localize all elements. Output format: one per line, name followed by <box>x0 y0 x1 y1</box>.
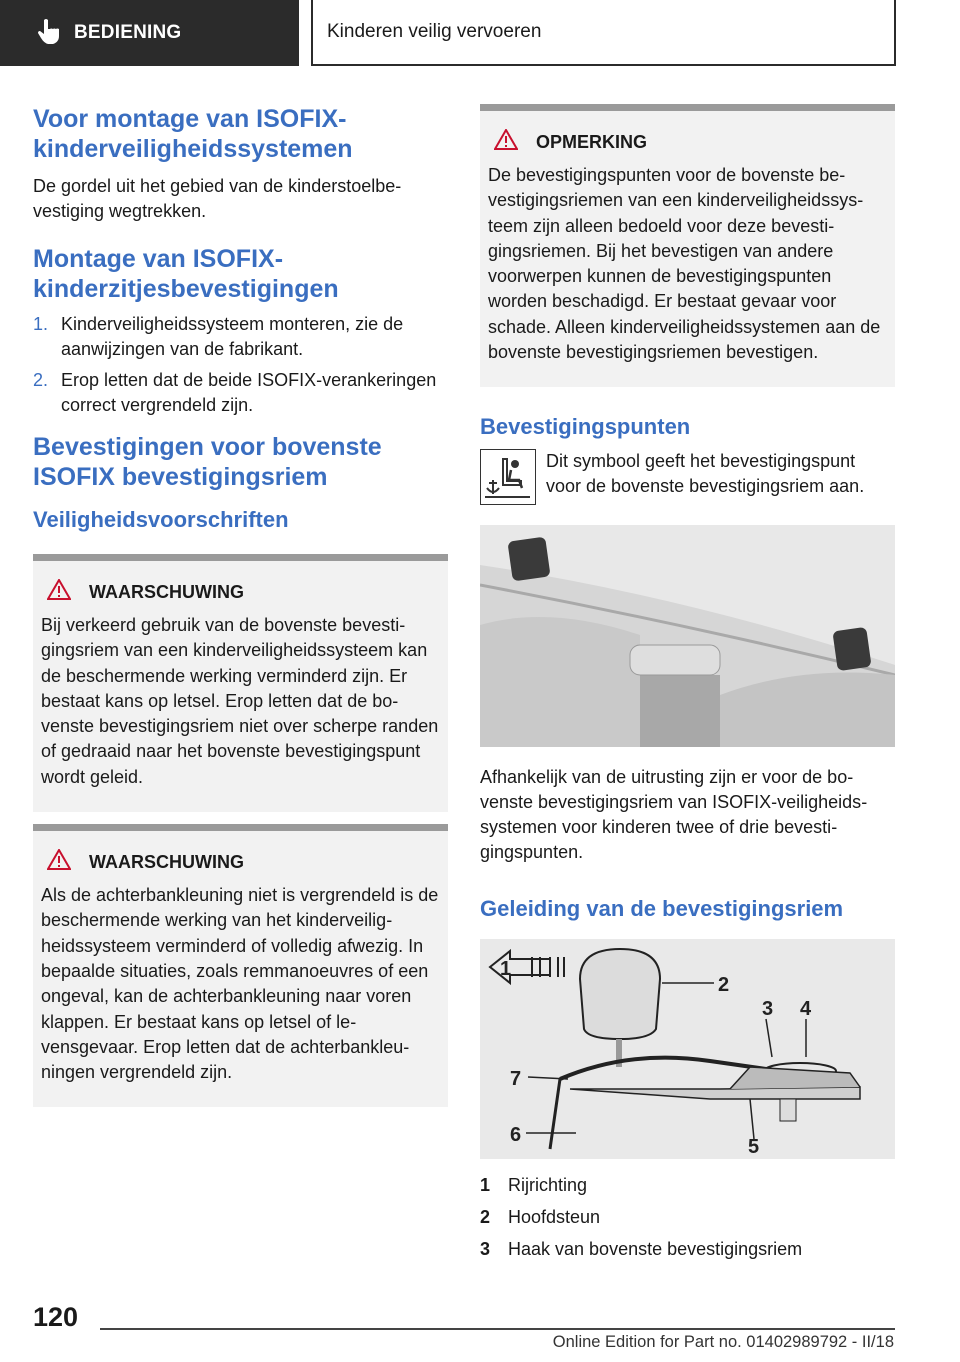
diagram-label: 7 <box>510 1068 522 1091</box>
heading-isofix-prep: Voor montage van ISOFIX-kinderveiligheidssystemen <box>33 105 353 163</box>
diagram-label: 6 <box>510 1124 522 1147</box>
warning-text: Bij verkeerd gebruik van de bovenste bevestigingsriem van een kinderveiligheidssysteem kan de beschermende werking verminderd zijn. Er bestaat kans op letsel. Erop letten dat de bovenste bevestigingsriem niet over scherpe randen of gedraaid naar het bovenste bevestigingspunt wordt geleid. <box>41 615 439 787</box>
diagram-legend <box>480 1169 895 1265</box>
caution-icon <box>494 129 518 155</box>
note-text: De bevestigingspunten voor de bovenste bevestigingsriemen van een kinderveiligheidssysteem zijn alleen bedoeld voor deze bevestigingsriemen. Bij het bevestigen van andere voorwerpen kunnen de bevestigingspunten worden beschadigd. Er bestaat gevaar voor schade. Alleen kinderveiligheidssystemen aan de bovenste bevestigingsriemen bevestigen. <box>488 165 881 363</box>
page-number: 120 <box>33 1302 79 1332</box>
legend-item: 1 Rijrichting <box>480 1175 588 1196</box>
child-seat-anchor-icon <box>480 449 536 505</box>
diagram-label: 4 <box>800 998 812 1021</box>
paragraph-anchor-count: Afhankelijk van de uitrusting zijn er voor de bovenste bevestigingsriem van ISOFIX-veiligheidssystemen voor kinderen twee of drie bevestigingspunten. <box>480 767 868 863</box>
diagram-label: 3 <box>762 998 774 1021</box>
warning-title: WAARSCHUWING <box>89 851 244 872</box>
anchor-points-photo <box>480 525 895 747</box>
legend-item: 2 Hoofdsteun <box>480 1207 601 1228</box>
warning-title: WAARSCHUWING <box>89 581 244 602</box>
note-box <box>480 104 895 387</box>
warning-icon <box>47 579 71 605</box>
warning-box-2 <box>33 824 448 1107</box>
note-title: OPMERKING <box>536 131 648 152</box>
heading-top-tether: Bevestigingen voor bovenste ISOFIX bevestigingsriem <box>33 433 382 491</box>
heading-strap-routing: Geleiding van de bevestigingsriem <box>480 896 844 922</box>
hand-pointer-icon <box>38 18 60 49</box>
strap-routing-diagram <box>480 939 895 1159</box>
right-column <box>480 104 895 1265</box>
symbol-text: Dit symbool geeft het bevestigingspunt voor de bovenste bevestigingsriem aan. <box>546 451 865 497</box>
footer-divider <box>100 1328 895 1330</box>
legend-item: 3 Haak van bovenste bevestigingsriem <box>480 1239 803 1260</box>
page-header-title: Kinderen veilig vervoeren <box>311 0 896 66</box>
paragraph-belt: De gordel uit het gebied van de kinderstoelbevestiging wegtrekken. <box>33 176 402 221</box>
list-item: 2. Erop letten dat de beide ISOFIX-verankeringen correct vergrendeld zijn. <box>33 370 437 415</box>
symbol-description <box>480 449 895 505</box>
diagram-label: 2 <box>718 974 730 997</box>
diagram-label: 5 <box>748 1136 760 1159</box>
steps-list <box>33 312 448 418</box>
footer-edition: Online Edition for Part no. 01402989792 - II/18 <box>552 1333 894 1351</box>
warning-box-1 <box>33 554 448 812</box>
warning-text: Als de achterbankleuning niet is vergrendeld is de beschermende werking van het kinderveiligheidssysteem verminderd of volledig afwezig. In bepaalde situaties, zoals remmanoeuvres of een ongeval, kan de achterbankleuning naar voren klappen. Er bestaat kans op letsel of levensgevaar. Erop letten dat de achterbankleuningen vergrendeld zijn. <box>41 885 439 1083</box>
section-label: BEDIENING <box>74 22 182 43</box>
left-column <box>33 98 448 1107</box>
heading-isofix-mount: Montage van ISOFIX-kinderzitjesbevestigingen <box>33 245 339 303</box>
heading-anchor-points: Bevestigingspunten <box>480 414 691 440</box>
section-tab <box>0 0 299 66</box>
list-item: 1. Kinderveiligheidssysteem monteren, zie de aanwijzingen van de fabrikant. <box>33 314 404 359</box>
warning-icon <box>47 849 71 875</box>
heading-safety: Veiligheidsvoorschriften <box>33 507 289 532</box>
diagram-label: 1 <box>500 958 512 981</box>
